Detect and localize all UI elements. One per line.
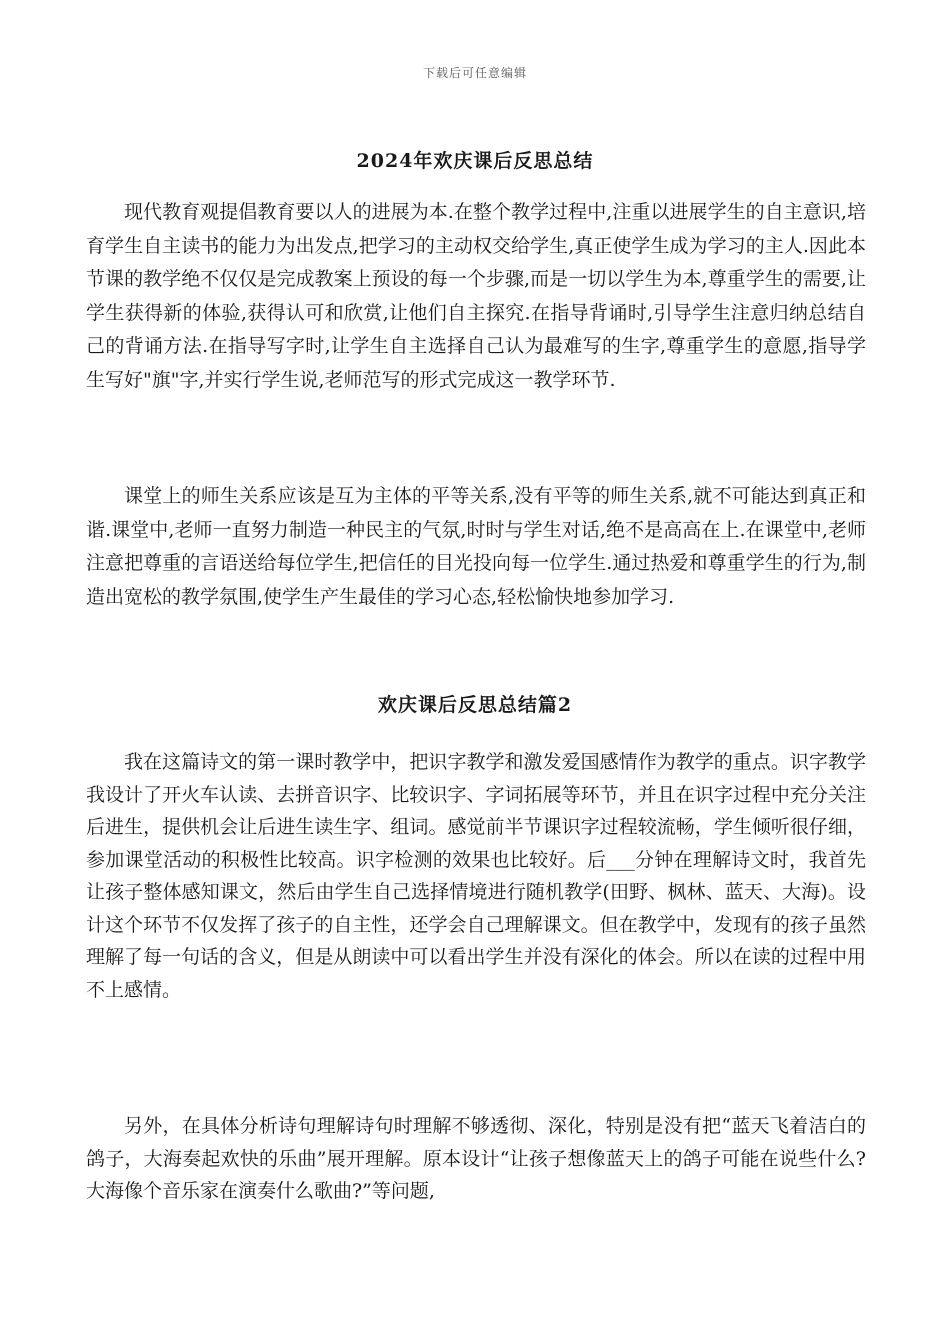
paragraph-1: 现代教育观提倡教育要以人的进展为本.在整个教学过程中,注重以进展学生的自主意识,培育学生自主读书的能力为出发点,把学习的主动权交给学生,真正使学生成为学习的主人.因此本节课的教学绝不仅仅是完成教案上预设的每一个步骤,而是一切以学生为本,尊重学生的需要,让学生获得新的体验,获得认可和欣赏,让他们自主探究.在指导背诵时,引导学生注意归纳总结自己的背诵方法.在指导写字时,让学生自主选择自己认为最难写的生字,尊重学生的意愿,指导学生写好"旗"字,并实行学生说,老师范写的形式完成这一教学环节. <box>86 201 866 391</box>
document-title: 2024年欢庆课后反思总结 <box>356 150 594 172</box>
paragraph-2: 课堂上的师生关系应该是互为主体的平等关系,没有平等的师生关系,就不可能达到真正和谐.课堂中,老师一直努力制造一种民主的气氛,时时与学生对话,绝不是高高在上.在课堂中,老师注意把尊重的言语送给每位学生,把信任的目光投向每一位学生.通过热爱和尊重学生的行为,制造出宽松的教学氛围,使学生产生最佳的学习心态,轻松愉快地参加学习. <box>86 485 866 608</box>
section-2-title: 欢庆课后反思总结篇2 <box>377 694 573 716</box>
page-header-note: 下载后可任意编辑 <box>422 66 527 80</box>
section-2-paragraph-2: 另外，在具体分析诗句理解诗句时理解不够透彻、深化，特别是没有把“蓝天飞着洁白的鸽子，大海奏起欢快的乐曲”展开理解。原本设计“让孩子想像蓝天上的鸽子可能在说些什么?大海像个音乐家在演奏什么歌曲?”等问题, <box>86 1115 866 1202</box>
section-2-paragraph-1: 我在这篇诗文的第一课时教学中，把识字教学和激发爱国感情作为教学的重点。识字教学我设计了开火车认读、去拼音识字、比较识字、字词拓展等环节，并且在识字过程中充分关注后进生，提供机会让后进生读生字、组词。感觉前半节课识字过程较流畅，学生倾听很仔细，参加课堂活动的积极性比较高。识字检测的效果也比较好。后___分钟在理解诗文时，我首先让孩子整体感知课文，然后由学生自己选择情境进行随机教学(田野、枫林、蓝天、大海)。设计这个环节不仅发挥了孩子的自主性，还学会自己理解课文。但在教学中，发现有的孩子虽然理解了每一句话的含义，但是从朗读中可以看出学生并没有深化的体会。所以在读的过程中用不上感情。 <box>86 751 866 1001</box>
